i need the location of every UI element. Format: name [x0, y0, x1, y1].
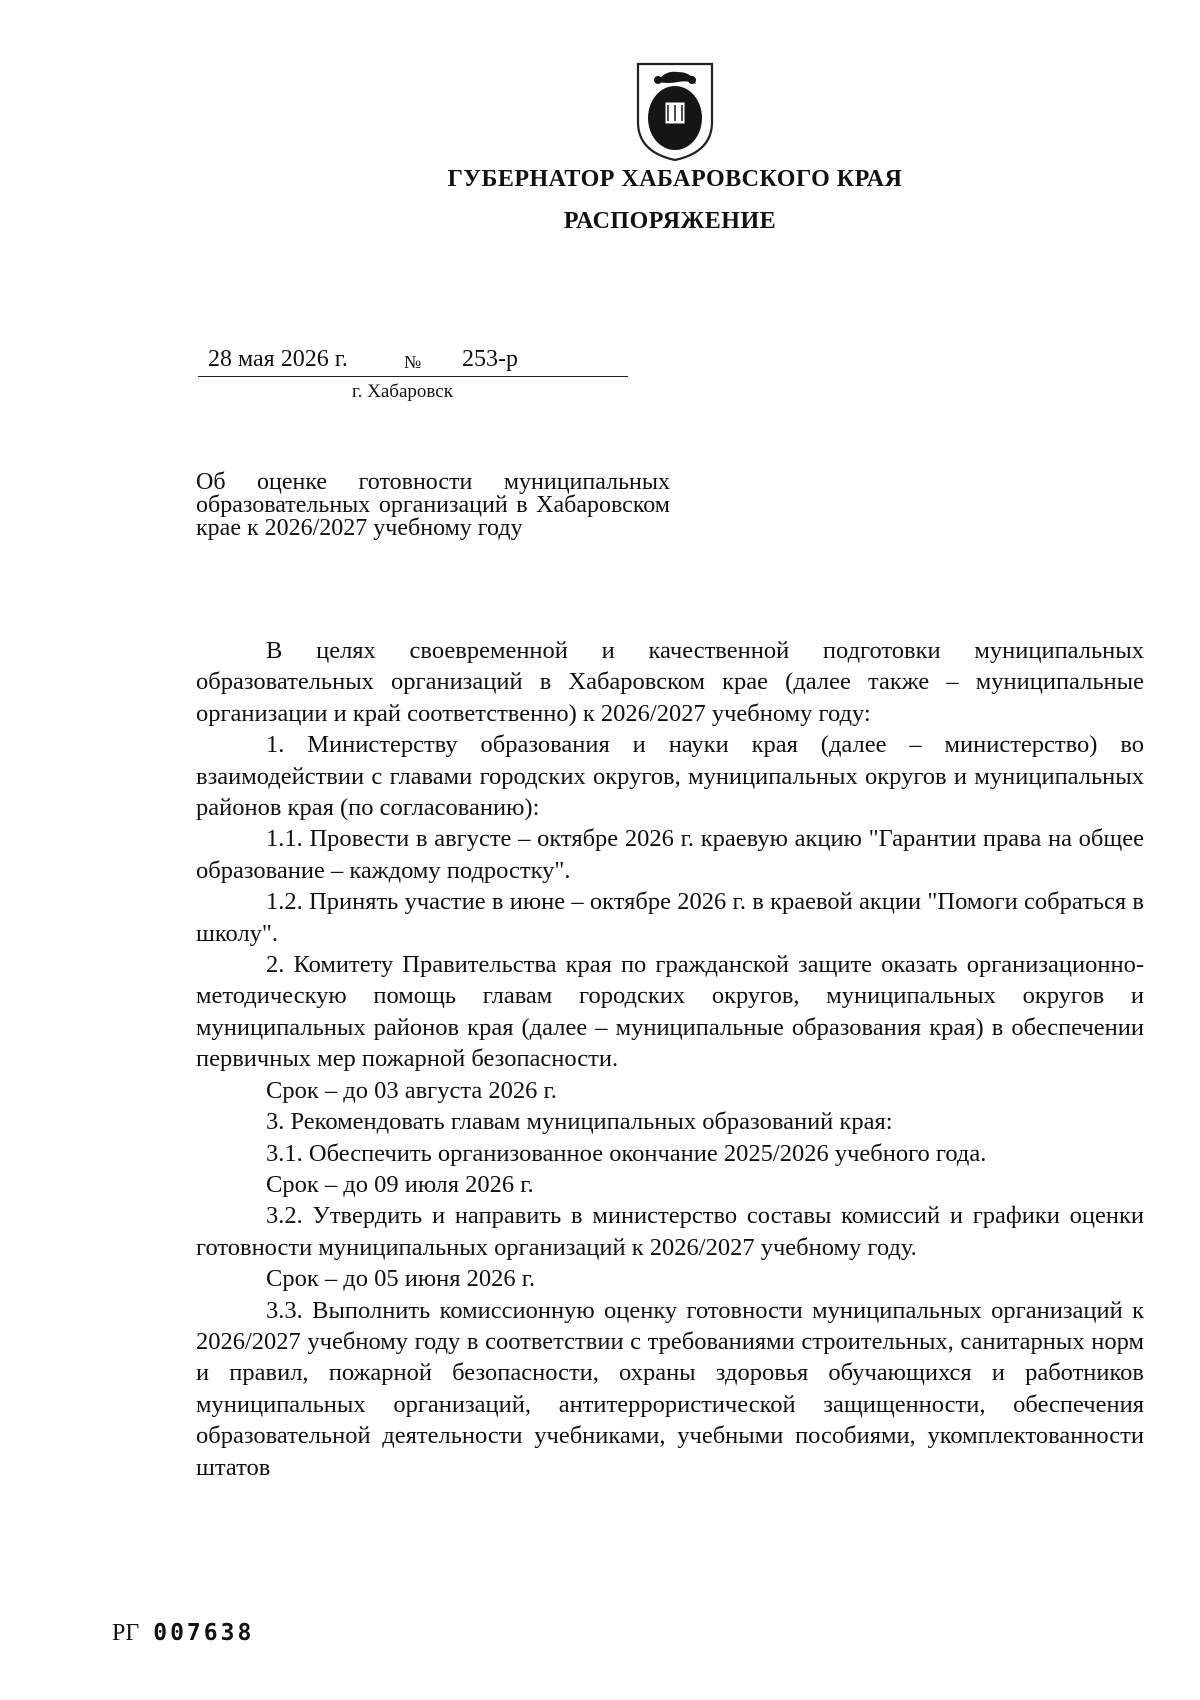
body-paragraph: 1.2. Принять участие в июне – октябре 2026 г. в краевой акции "Помоги собраться в школу". — [196, 888, 1144, 947]
body-paragraph: 1. Министерству образования и науки края (далее – министерство) во взаимодействии с главами городских округов, муниципальных округов и муниципальных районов края (по согласованию): — [196, 731, 1144, 822]
bear-coat-of-arms-icon — [634, 60, 716, 162]
form-serial — [112, 1620, 254, 1647]
body-paragraph: 2. Комитету Правительства края по гражданской защите оказать организационно-методическую помощь главам городских округов, муниципальных округов и муниципальных районов края (далее – муниципальные образования края) в обеспечении первичных мер пожарной безопасности. — [196, 951, 1144, 1073]
body-paragraph: 3. Рекомендовать главам муниципальных образований края: — [266, 1108, 893, 1136]
body-paragraph: 3.3. Выполнить комиссионную оценку готовности муниципальных организаций к 2026/2027 учебному году в соответствии с требованиями строительных, санитарных норм и правил, пожарной безопасности, охраны здоровья обучающихся и работников муниципальных организаций, антитеррористической защищенности, обеспечения образовательной деятельности учебниками, учебными пособиями, укомплектованности штатов — [196, 1296, 1144, 1481]
document-city: г. Хабаровск — [352, 381, 453, 402]
body-paragraph: В целях своевременной и качественной подготовки муниципальных образовательных организаций в Хабаровском крае (далее также – муниципальные организации и край соответственно) к 2026/2027 учебному году: — [196, 637, 1144, 727]
registration-line — [198, 346, 628, 377]
form-serial-number: 007638 — [153, 1620, 255, 1646]
body-paragraph: 3.2. Утвердить и направить в министерство составы комиссий и графики оценки готовности муниципальных организаций к 2026/2027 учебному году. — [196, 1202, 1144, 1261]
document-date: 28 мая 2026 г. — [208, 346, 348, 372]
document-type: РАСПОРЯЖЕНИЕ — [563, 208, 777, 234]
document-body — [196, 635, 1144, 1483]
number-sign: № — [404, 352, 422, 372]
document-subject: Об оценке готовности муниципальных образовательных организаций в Хабаровском крае к 2026/2027 учебному году — [196, 469, 670, 541]
body-paragraph: 3.1. Обеспечить организованное окончание 2025/2026 учебного года. — [266, 1139, 987, 1167]
deadline-paragraph: Срок – до 09 июля 2026 г. — [266, 1170, 534, 1198]
issuer-title: ГУБЕРНАТОР ХАБАРОВСКОГО КРАЯ — [447, 166, 903, 192]
deadline-paragraph: Срок – до 05 июня 2026 г. — [266, 1265, 536, 1293]
body-paragraph: 1.1. Провести в августе – октябре 2026 г. краевую акцию "Гарантии права на общее образование – каждому подростку". — [196, 825, 1144, 884]
form-series: РГ — [112, 1620, 140, 1646]
document-number: 253-р — [462, 346, 518, 372]
deadline-paragraph: Срок – до 03 августа 2026 г. — [266, 1076, 557, 1104]
